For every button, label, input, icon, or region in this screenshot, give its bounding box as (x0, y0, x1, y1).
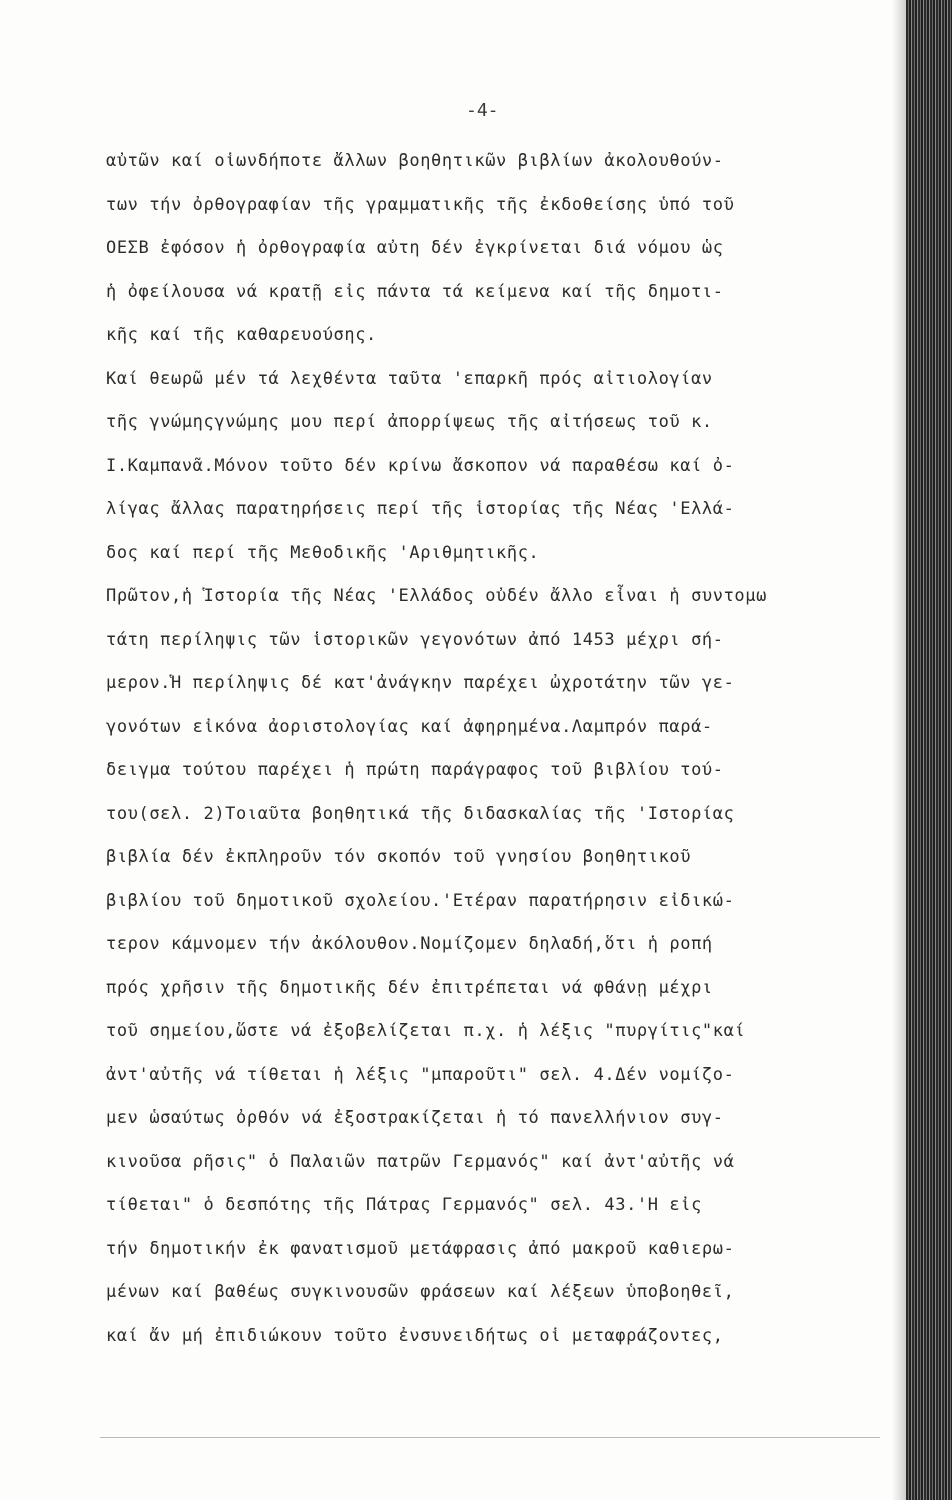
text-line: Καί θεωρῶ μέν τά λεχθέντα ταῦτα 'επαρκῆ πρός αἰτιολογίαν (106, 368, 713, 389)
text-line: τερον κάμνομεν τήν ἀκόλουθον.Νομίζομεν δηλαδή,ὅτι ἡ ροπή (106, 934, 713, 954)
text-line: τίθεται" ὁ δεσπότης τῆς Πάτρας Γερμανός" σελ. 43.'Η εἰς (106, 1195, 702, 1215)
book-binding (906, 0, 952, 1500)
text-line: ΟΕΣΒ ἐφόσον ἡ ὀρθογραφία αὐτη δέν ἐγκρίνεται διά νόμου ὡς (106, 238, 724, 258)
text-line: τοῦ σημείου,ὥστε νά ἐξοβελίζεται π.χ. ἡ λέξις "πυργίτις"καί (106, 1021, 746, 1041)
text-line: τάτη περίληψις τῶν ἱστορικῶν γεγονότων ἀπό 1453 μέχρι σή- (106, 629, 724, 650)
text-line: ἡ ὀφείλουσα νά κρατῇ εἰς πάντα τά κείμενα καί τῆς δημοτι- (106, 281, 724, 302)
text-line: καί ἄν μή ἐπιδιώκουν τοῦτο ἐνσυνειδήτως οἱ μεταφράζοντες, (106, 1325, 724, 1346)
text-line: κινοῦσα ρῆσις" ὁ Παλαιῶν πατρῶν Γερμανός" καί ἀντ'αὐτῆς νά (106, 1151, 735, 1172)
footer-rule (100, 1437, 880, 1438)
text-line: βιβλία δέν ἐκπληροῦν τόν σκοπόν τοῦ γνησίου βοηθητικοῦ (106, 847, 692, 867)
text-line: Πρῶτον,ἡ Ἱστορία τῆς Νέας 'Ελλάδος οὐδέν ἄλλο εἶναι ἡ συντομω (106, 586, 767, 606)
page-number: -4- (466, 100, 499, 121)
text-line: μερον.Ἡ περίληψις δέ κατ'ἀνάγκην παρέχει ὠχροτάτην τῶν γε- (106, 673, 735, 693)
text-line: δειγμα τούτου παρέχει ἡ πρώτη παράγραφος τοῦ βιβλίου τού- (106, 760, 724, 780)
text-line: δος καί περί τῆς Μεθοδικῆς 'Αριθμητικῆς. (106, 542, 540, 563)
text-line: τῆς γνώμηςγνώμης μου περί ἀπορρίψεως τῆς αἰτήσεως τοῦ κ. (106, 412, 713, 432)
text-line: βιβλίου τοῦ δημοτικοῦ σχολείου.'Ετέραν παρατήρησιν εἰδικώ- (106, 890, 735, 911)
text-line: κῆς καί τῆς καθαρευούσης. (106, 325, 377, 345)
text-line: αὐτῶν καί οἱωνδήποτε ἄλλων βοηθητικῶν βιβλίων ἀκολουθούν- (106, 151, 724, 171)
text-line: μένων καί βαθέως συγκινουσῶν φράσεων καί λέξεων ὑποβοηθεῖ, (106, 1282, 735, 1302)
text-line: γονότων εἰκόνα ἀοριστολογίας καί ἀφηρημένα.Λαμπρόν παρά- (106, 716, 713, 737)
typewritten-text-block (106, 140, 906, 1358)
text-line: πρός χρῆσιν τῆς δημοτικῆς δέν ἐπιτρέπεται νά φθάνῃ μέχρι (106, 977, 713, 998)
text-line: λίγας ἄλλας παρατηρήσεις περί τῆς ἱστορίας τῆς Νέας 'Ελλά- (106, 499, 735, 519)
text-line: τήν δημοτικήν ἐκ φανατισμοῦ μετάφρασις ἀπό μακροῦ καθιερω- (106, 1238, 735, 1259)
text-line: μεν ὡσαύτως ὀρθόν νά ἐξοστρακίζεται ἡ τό πανελλήνιον συγ- (106, 1108, 724, 1128)
text-line: του(σελ. 2)Τοιαῦτα βοηθητικά τῆς διδασκαλίας τῆς 'Ιστορίας (106, 803, 735, 824)
text-line: Ι.Καμπανᾶ.Μόνον τοῦτο δέν κρίνω ἄσκοπον νά παραθέσω καί ὀ- (106, 455, 735, 476)
text-line: των τήν ὀρθογραφίαν τῆς γραμματικῆς τῆς ἐκδοθείσης ὑπό τοῦ (106, 194, 735, 215)
text-line: ἀντ'αὐτῆς νά τίθεται ἡ λέξις "μπαροῦτι" σελ. 4.Δέν νομίζο- (106, 1064, 735, 1085)
